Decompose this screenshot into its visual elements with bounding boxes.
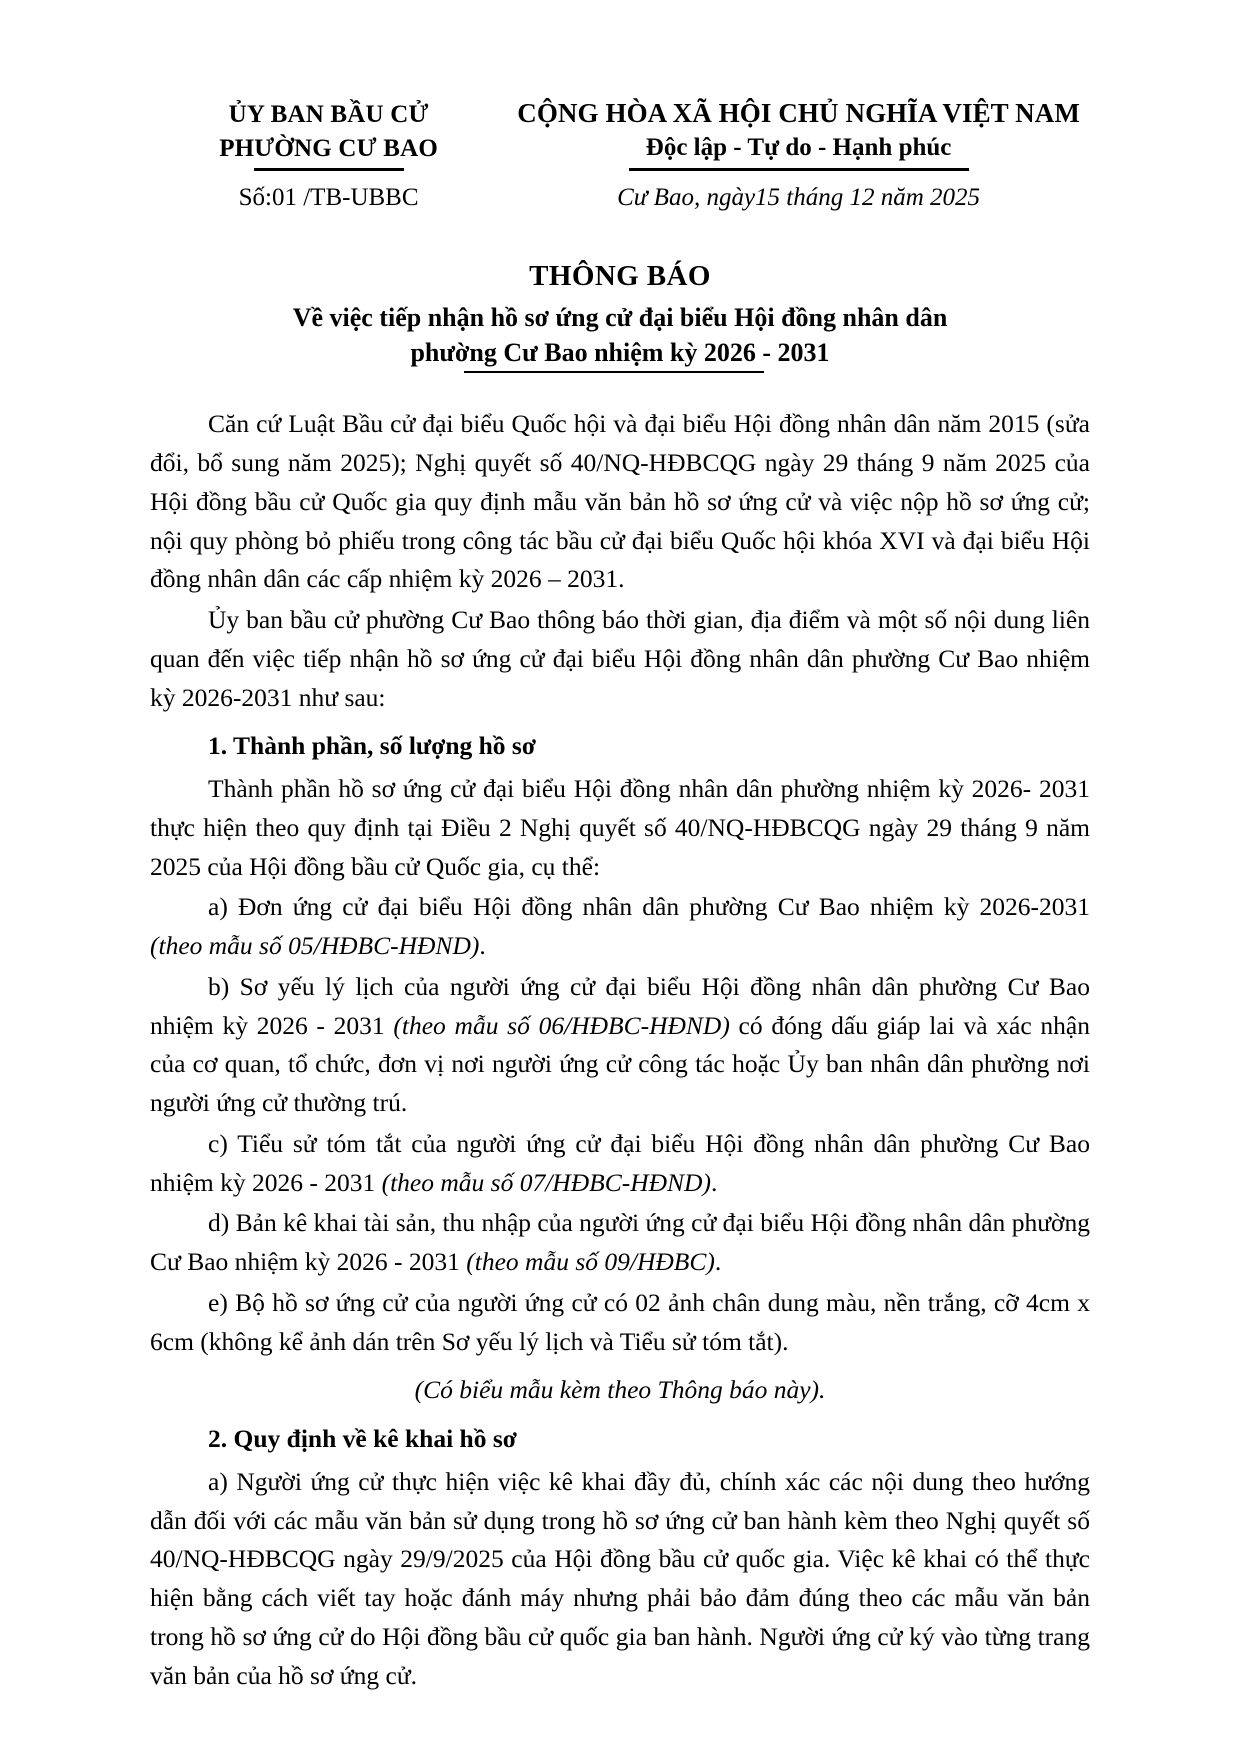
- note-attached-forms: (Có biểu mẫu kèm theo Thông báo này).: [414, 1375, 826, 1405]
- item-d-form-reference: (theo mẫu số 09/HĐBC): [466, 1247, 715, 1277]
- subtitle-underline: [464, 371, 764, 373]
- item-a-tail: .: [479, 931, 486, 961]
- document-number: Số:01 /TB-UBBC: [238, 184, 419, 211]
- item-a-text: a) Đơn ứng cử đại biểu Hội đồng nhân dân phường Cư Bao nhiệm kỳ 2026-2031: [208, 892, 1090, 922]
- section-heading-2: 2. Quy định về kê khai hồ sơ: [208, 1424, 517, 1454]
- title-block: [150, 258, 1090, 373]
- authority-underline: [254, 168, 404, 171]
- authority-underline-wrap: [150, 165, 507, 171]
- list-item-b: [150, 968, 1090, 1123]
- item-d-text: d) Bản kê khai tài sản, thu nhập của người ứng cử đại biểu Hội đồng nhân dân phường Cư Bao nhiệm kỳ 2026 - 2031: [150, 1208, 1090, 1277]
- item-b-text: b) Sơ yếu lý lịch của người ứng cử đại biểu Hội đồng nhân dân phường Cư Bao nhiệm kỳ 2026 - 2031: [150, 971, 1090, 1040]
- paragraph-announcement: Ủy ban bầu cử phường Cư Bao thông báo thời gian, địa điểm và một số nội dung liên quan đến việc tiếp nhận hồ sơ ứng cử đại biểu Hội đồng nhân dân phường Cư Bao nhiệm kỳ 2026-2031 như sau:: [150, 605, 1090, 712]
- section-heading-1: 1. Thành phần, số lượng hồ sơ: [208, 731, 536, 761]
- document-subtitle-line-2-wrap: [150, 335, 1090, 373]
- list-item-c: [150, 1125, 1090, 1203]
- national-motto: Độc lập - Tự do - Hạnh phúc: [645, 134, 952, 162]
- item-c-form-reference: (theo mẫu số 07/HĐBC-HĐND): [381, 1167, 711, 1197]
- item-c-text: c) Tiểu sử tóm tắt của người ứng cử đại biểu Hội đồng nhân dân phường Cư Bao nhiệm kỳ 2026 - 2031: [150, 1128, 1090, 1197]
- document-body: [150, 405, 1090, 1695]
- item-b-form-reference: (theo mẫu số 06/HĐBC-HĐND): [393, 1010, 730, 1040]
- paragraph-2a: a) Người ứng cử thực hiện việc kê khai đầy đủ, chính xác các nội dung theo hướng dẫn đối với các mẫu văn bản sử dụng trong hồ sơ ứng cử ban hành kèm theo Nghị quyết số 40/NQ-HĐBCQG ngày 29/9/2025 của Hội đồng bầu cử quốc gia. Việc kê khai có thể thực hiện bằng cách viết tay hoặc đánh máy nhưng phải bảo đảm đúng theo các mẫu văn bản trong hồ sơ ứng cử do Hội đồng bầu cử quốc gia ban hành. Người ứng cử ký vào từng trang văn bản của hồ sơ ứng cử.: [150, 1466, 1090, 1690]
- document-subtitle-line-2: phường Cư Bao nhiệm kỳ 2026 - 2031: [410, 338, 830, 368]
- item-d-tail: .: [714, 1247, 722, 1277]
- item-a-form-reference: (theo mẫu số 05/HĐBC-HĐND): [150, 931, 480, 961]
- authority-line-2: PHƯỜNG CƯ BAO: [219, 134, 438, 162]
- place-and-date: Cư Bao, ngày15 tháng 12 năm 2025: [617, 183, 981, 211]
- issuing-authority-block: [150, 96, 507, 212]
- authority-line-1: ỦY BAN BẦU CỬ: [228, 101, 429, 128]
- document-subtitle-line-1: Về việc tiếp nhận hồ sơ ứng cử đại biểu Hội đồng nhân dân: [292, 302, 948, 332]
- item-b-tail: có đóng dấu giáp lai và xác nhận của cơ quan, tổ chức, đơn vị nơi người ứng cử công tác hoặc Ủy ban nhân dân phường nơi người ứng cử thường trú.: [150, 1010, 1090, 1118]
- list-item-d: [150, 1204, 1090, 1282]
- motto-underline: [629, 168, 969, 171]
- country-name: CỘNG HÒA XÃ HỘI CHỦ NGHĨA VIỆT NAM: [517, 98, 1080, 128]
- motto-underline-wrap: [507, 165, 1090, 171]
- paragraph-legal-basis: Căn cứ Luật Bầu cử đại biểu Quốc hội và đại biểu Hội đồng nhân dân năm 2015 (sửa đổi, bổ sung năm 2025); Nghị quyết số 40/NQ-HĐBCQG ngày 29 tháng 9 năm 2025 của Hội đồng bầu cử Quốc gia quy định mẫu văn bản hồ sơ ứng cử và việc nộp hồ sơ ứng cử; nội quy phòng bỏ phiếu trong công tác bầu cử đại biểu Quốc hội khóa XVI và đại biểu Hội đồng nhân dân các cấp nhiệm kỳ 2026 – 2031.: [150, 409, 1090, 594]
- document-title: THÔNG BÁO: [529, 260, 711, 292]
- paragraph-composition: Thành phần hồ sơ ứng cử đại biểu Hội đồng nhân dân phường nhiệm kỳ 2026- 2031 thực hiện theo quy định tại Điều 2 Nghị quyết số 40/NQ-HĐBCQG ngày 29 tháng 9 năm 2025 của Hội đồng bầu cử Quốc gia, cụ thể:: [150, 774, 1090, 881]
- list-item-e: e) Bộ hồ sơ ứng cử của người ứng cử có 02 ảnh chân dung màu, nền trắng, cỡ 4cm x 6cm (không kể ảnh dán trên Sơ yếu lý lịch và Tiểu sử tóm tắt).: [150, 1287, 1090, 1356]
- list-item-a: [150, 888, 1090, 966]
- document-header: [150, 96, 1090, 212]
- item-c-tail: .: [710, 1167, 718, 1197]
- national-heading-block: [507, 96, 1090, 212]
